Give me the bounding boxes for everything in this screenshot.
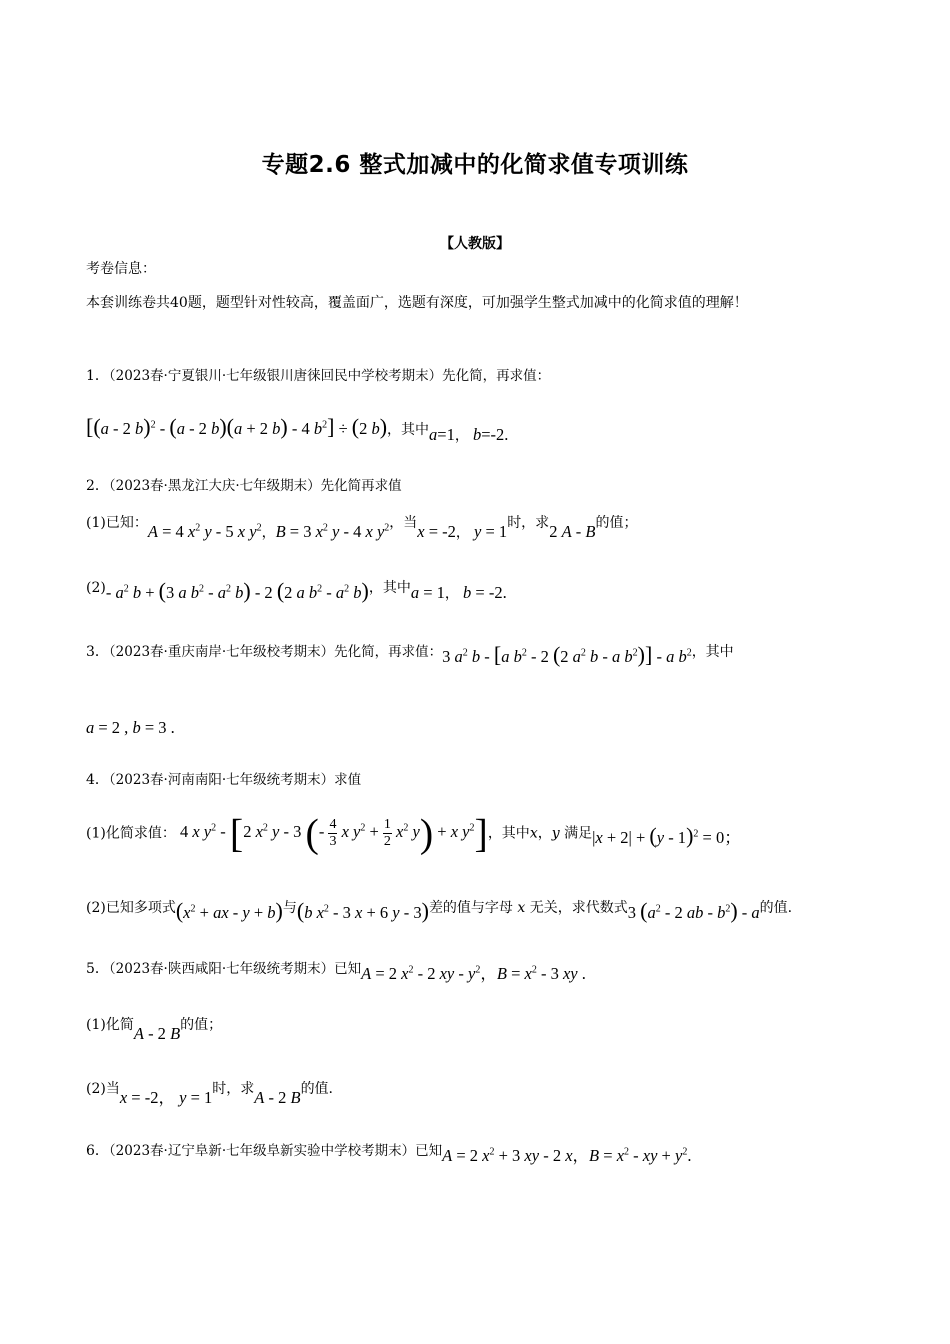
question-number: 2． (86, 478, 109, 494)
q4-and-text: 与 (282, 900, 297, 916)
edition-label: 【人教版】 (440, 236, 510, 252)
part-label: (1)化简 (86, 1017, 134, 1033)
q4-diff-text: 差的值与字母 (428, 900, 513, 916)
question-2-header (86, 474, 402, 495)
part-label: (1)已知： (86, 515, 148, 531)
question-source: （2023春·宁夏银川·七年级银川唐徕回民中学校考期末）先化简，再求值： (108, 368, 551, 384)
question-5-part-2: (2)当x = -2， y = 1时，求A - 2 B的值. (86, 1081, 334, 1107)
question-number: 4． (86, 772, 109, 788)
q4-indep-text: 无关，求代数式 (529, 900, 628, 916)
question-3-values: a = 2 , b = 3 . (86, 718, 175, 737)
math-expression: A = 2 $x^2 + 3$ xy - 2 x，$B = x^2$ - xy + $y^2$. (442, 1146, 692, 1165)
math-expression: - $a^2$ b + (3 a $b^2 - a^2$ b) - 2 (2 a $b^2 - a^2$ b) (105, 578, 369, 603)
q3-where-text: ，其中 (691, 644, 734, 660)
question-number: 5． (86, 961, 109, 977)
part-label: (1)化简求值： (86, 825, 176, 842)
math-expression: [(a - 2 b)$^2$ - (a - 2 b)(a + 2 b) - 4 $b^2] \div (2$ b) (86, 414, 388, 439)
q2-value-text: 的值； (595, 515, 638, 531)
q4-value-text: 的值. (759, 900, 793, 916)
question-4-part-1: (1)化简求值： 4 x $y^2 - [2$ $x^2$ y - 3 (- $\frac{4}{3}$ x $y^2$ + $\frac{1}{2}$ $x^2$ y) + x $y^2$]，其中x，y 满足|x + 2| + (y - 1)$^2$ = 0； (86, 811, 741, 856)
math-expression: x = -2， y = 1 (119, 1088, 213, 1107)
q2-when2-text: 时，求 (507, 515, 550, 531)
question-source: （2023春·黑龙江大庆·七年级期末）先化简再求值 (108, 478, 402, 494)
question-source: （2023春·陕西咸阳·七年级统考期末）已知 (108, 961, 362, 977)
question-5-part-1 (86, 1014, 223, 1043)
math-expression: A = 2 $x^2 - 2$ xy - $y^2$，$B = x^2 - 3$ xy . (361, 964, 586, 983)
question-source: （2023春·重庆南岸·七年级校考期末）先化简，再求值： (108, 644, 443, 660)
math-expression: 3 $a^2$ b - [a $b^2 - 2$ (2 $a^2$ b - a $b^2$)] - a $b^2$ (442, 642, 692, 667)
question-2-part-2: (2)- $a^2$ b + (3 a $b^2 - a^2$ b) - 2 (2 a $b^2 - a^2$ b)，其中a = 1， b = -2. (86, 578, 507, 603)
math-expression: 4 x $y^2 - [2$ $x^2$ y - 3 (- $\frac{4}{3}$ x $y^2$ + $\frac{1}{2}$ $x^2$ y) + x $y^2$] (175, 811, 488, 856)
q2-where-text: ，其中 (368, 580, 411, 596)
math-expression: ($x^2$ + ax - y + b) (175, 898, 283, 923)
question-6-header (86, 1136, 692, 1165)
question-4-part-2: (2)已知多项式($x^2$ + ax - y + b)与(b $x^2 - 3$ x + 6 y - 3)差的值与字母 x 无关，求代数式3 ($a^2 - 2$ ab - $b^2$) - a的值. (86, 898, 793, 923)
q4-where-text: ，其中 (487, 825, 530, 842)
question-1-expression: [(a - 2 b)$^2$ - (a - 2 b)(a + 2 b) - 4 $b^2] \div (2$ b)，其中a=1， b=-2. (86, 414, 509, 444)
question-4-header (86, 768, 361, 789)
part-label: (2) (86, 580, 106, 596)
q1-where-text: ，其中 (387, 422, 430, 438)
math-expression: A = 4 $x^2$ y - 5 x $y^2$，B = 3 $x^2$ y - 4 x $y^2$ (147, 522, 390, 541)
q5-when-text: 时，求 (212, 1081, 255, 1097)
question-number: 1． (86, 368, 109, 384)
q1-comma-text: ， (454, 428, 469, 444)
question-number: 3． (86, 644, 109, 660)
q5-value-text: 的值； (180, 1017, 223, 1033)
question-5-header (86, 954, 586, 983)
question-2-part-1: (1)已知：A = 4 $x^2$ y - 5 x $y^2$，B = 3 $x^2$ y - 4 x $y^2$，当x = -2， y = 1时，求2 A - B的值； (86, 515, 638, 541)
q4-satisfy-text: 满足 (564, 825, 593, 842)
info-label: 考卷信息： (86, 261, 156, 277)
math-expression: A - 2 B (133, 1024, 181, 1043)
question-1-header (86, 364, 550, 385)
page-title: 专题2.6 整式加减中的化简求值专项训练 (261, 152, 689, 178)
q5-value2-text: 的值. (300, 1081, 334, 1097)
q2-when-text: ，当 (389, 515, 418, 531)
part-label: (2)已知多项式 (86, 900, 176, 916)
part-label: (2)当 (86, 1081, 120, 1097)
question-number: 6． (86, 1143, 109, 1159)
question-source: （2023春·河南南阳·七年级统考期末）求值 (108, 772, 362, 788)
info-description: 本套训练卷共40题，题型针对性较高，覆盖面广，选题有深度，可加强学生整式加减中的化简求值的理解！ (86, 295, 748, 311)
question-3-header (86, 636, 734, 667)
question-source: （2023春·辽宁阜新·七年级阜新实验中学校考期末）已知 (108, 1143, 443, 1159)
